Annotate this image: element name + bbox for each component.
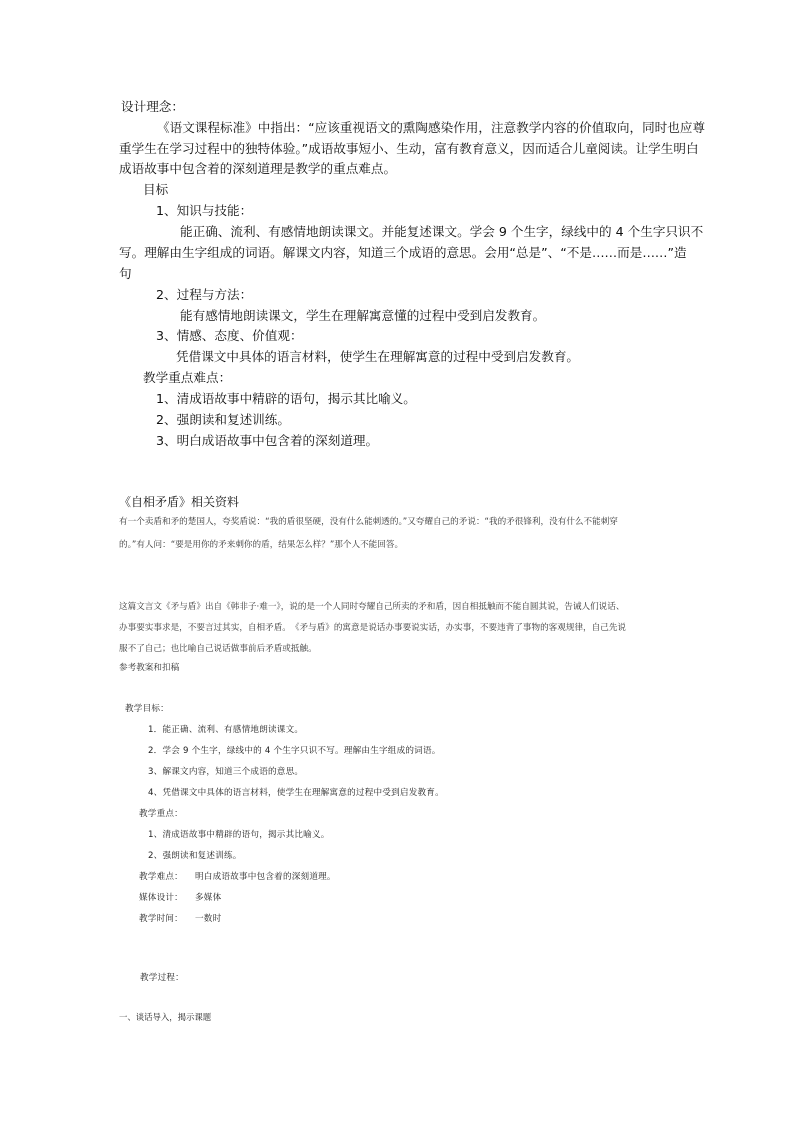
time-value: 一数时: [195, 914, 222, 924]
media-label: 媒体设计：: [139, 893, 183, 903]
teaching-key-1: 1、清成语故事中精辟的语句，揭示其比喻义。: [148, 830, 330, 840]
note-line-1: 这篇文言文《矛与盾》出自《韩非子·难一》，说的是一个人同时夸耀自己所卖的矛和盾，因自相抵触而不能自圆其说，告诫人们说话、: [119, 602, 625, 612]
goal-3-title: 3、情感、态度、价值观：: [156, 328, 303, 343]
goal-2-text: 能有感情地朗读课文，学生在理解寓意懂的过程中受到启发教育。: [180, 308, 546, 323]
story-line-2: 的。”有人问：“要是用你的矛来刺你的盾，结果怎么样？”那个人不能回答。: [119, 540, 404, 550]
key-difficulty-heading: 教学重点难点：: [143, 370, 232, 385]
key-point-1: 1、清成语故事中精辟的语句，揭示其比喻义。: [156, 391, 416, 406]
process-step-1: 一、谈话导入，揭示课题: [119, 1012, 212, 1022]
teaching-goal-2: 2．学会 9 个生字，绿线中的 4 个生字只识不写。理解由生字组成的词语。: [148, 746, 441, 756]
goal-1-line-3: 句: [119, 266, 132, 281]
goal-3-text: 凭借课文中具体的语言材料，使学生在理解寓意的过程中受到启发教育。: [176, 349, 579, 364]
teaching-goal-1: 1．能正确、流利、有感情地朗读课文。: [148, 725, 304, 735]
media-value: 多媒体: [195, 893, 222, 903]
design-concept-line-2: 重学生在学习过程中的独特体验。”成语故事短小、生动，富有教育意义，因而适合儿童阅读。让学生明白: [119, 141, 699, 156]
design-concept-heading: 设计理念：: [121, 99, 184, 114]
goal-1-line-2: 写。理解由生字组成的词语。解课文内容，知道三个成语的意思。会用“总是”、“不是……而是……”造: [119, 245, 687, 260]
note-line-2: 办事要实事求是，不要言过其实，自相矛盾。 《矛与盾》的寓意是说话办事要说实话，办实事，不要违背了事物的客观规律，自己先说: [119, 623, 627, 633]
design-concept-line-1: 《语文课程标准》中指出：“应该重视语文的熏陶感染作用，注意教学内容的价值取向，同时也应尊: [157, 120, 706, 135]
key-point-3: 3、明白成语故事中包含着的深刻道理。: [156, 433, 379, 448]
design-concept-line-3: 成语故事中包含着的深刻道理是教学的重点难点。: [119, 161, 397, 176]
teaching-goal-4: 4、凭借课文中具体的语言材料，使学生在理解寓意的过程中受到启发教育。: [148, 788, 444, 798]
teaching-process-heading: 教学过程：: [140, 973, 184, 983]
teaching-goals-heading: 教学目标：: [125, 704, 169, 714]
note-line-3: 服不了自己；也比喻自己说话做事前后矛盾或抵触。: [119, 644, 317, 654]
goal-2-title: 2、过程与方法：: [156, 287, 253, 302]
teaching-key-2: 2、强朗读和复述训练。: [148, 851, 242, 861]
story-line-1: 有一个卖盾和矛的楚国人，夸奖盾说：“我的盾很坚硬，没有什么能刺透的。”又夸耀自己的矛说：“我的矛很锋利，没有什么不能刺穿: [119, 517, 618, 527]
difficulty-label: 教学难点：: [139, 872, 183, 882]
key-point-2: 2、强朗读和复述训练。: [156, 412, 290, 427]
goal-1-line-1: 能正确、流利、有感情地朗读课文。并能复述课文。学会 9 个生字，绿线中的 4 个生字只识不: [180, 224, 704, 239]
teaching-goal-3: 3、解课文内容，知道三个成语的意思。: [148, 767, 304, 777]
reference-title: 参考教案和扣稿: [119, 663, 180, 673]
goal-1-title: 1、知识与技能：: [156, 203, 253, 218]
time-label: 教学时间：: [139, 914, 183, 924]
related-material-heading: 《自相矛盾》相关资料: [119, 495, 240, 509]
teaching-key-heading: 教学重点：: [139, 809, 183, 819]
difficulty-value: 明白成语故事中包含着的深刻道理。: [195, 872, 336, 882]
goals-heading: 目标: [143, 182, 169, 197]
